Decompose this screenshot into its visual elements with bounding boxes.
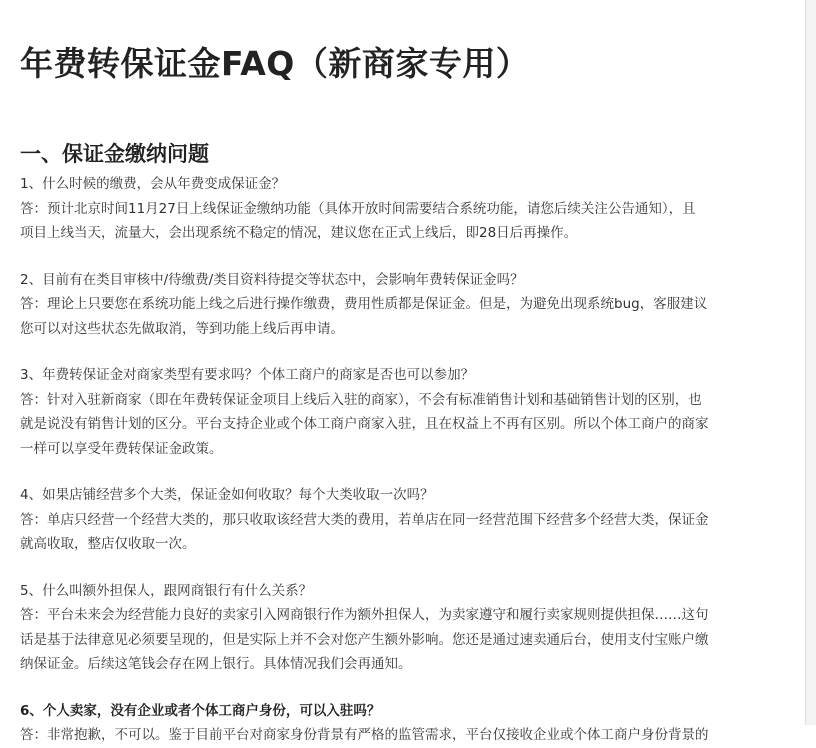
faq-answer-line: 项目上线当天，流量大，会出现系统不稳定的情况，建议您在正式上线后，即28日后再操作。 <box>20 225 578 241</box>
faq-list <box>20 172 776 748</box>
faq-answer-line: 就是说没有销售计划的区分。平台支持企业或个体工商户商家入驻，且在权益上不再有区别。所以个体工商户的商家 <box>20 416 709 432</box>
faq-question: 4、如果店铺经营多个大类，保证金如何收取？每个大类收取一次吗？ <box>20 487 434 503</box>
faq-answer-line: 一样可以享受年费转保证金政策。 <box>20 440 223 457</box>
faq-answer-line: 答：理论上只要您在系统功能上线之后进行操作缴费，费用性质都是保证金。但是，为避免出现系统bug，客服建议 <box>20 296 708 312</box>
faq-question: 3、年费转保证金对商家类型有要求吗？个体工商户的商家是否也可以参加？ <box>20 367 475 383</box>
faq-answer <box>20 603 776 677</box>
faq-question: 6、个人卖家，没有企业或者个体工商户身份，可以入驻吗？ <box>20 702 381 719</box>
faq-answer-line: 就高收取，整店仅收取一次。 <box>20 536 196 552</box>
faq-answer <box>20 197 776 246</box>
faq-item <box>20 699 776 748</box>
section-heading-payment: 一、保证金缴纳问题 <box>20 142 209 166</box>
scrollbar-track[interactable] <box>805 0 816 725</box>
faq-answer <box>20 292 776 341</box>
faq-answer-line: 答：平台未来会为经营能力良好的卖家引入网商银行作为额外担保人，为卖家遵守和履行卖家规则提供担保……这句 <box>20 607 709 623</box>
faq-question: 2、目前有在类目审核中/待缴费/类目资料待提交等状态中，会影响年费转保证金吗？ <box>20 271 524 288</box>
faq-question: 1、什么时候的缴费，会从年费变成保证金？ <box>20 176 286 192</box>
faq-answer <box>20 508 776 557</box>
faq-item <box>20 483 776 557</box>
faq-answer-line: 答：单店只经营一个经营大类的，那只收取该经营大类的费用，若单店在同一经营范围下经营多个经营大类，保证金 <box>20 511 709 528</box>
faq-item <box>20 172 776 246</box>
page-title: 年费转保证金FAQ（新商家专用） <box>20 44 530 83</box>
faq-answer-line: 答：预计北京时间11月27日上线保证金缴纳功能（具体开放时间需要结合系统功能，请您后续关注公告通知），且 <box>20 200 696 217</box>
faq-answer-line: 话是基于法律意见必须要呈现的，但是实际上并不会对您产生额外影响。您还是通过速卖通后台，使用支付宝账户缴 <box>20 631 709 648</box>
faq-answer-line: 答：非常抱歉，不可以。鉴于目前平台对商家身份背景有严格的监管需求，平台仅接收企业或个体工商户身份背景的 <box>20 727 709 743</box>
faq-item <box>20 579 776 677</box>
faq-answer-line: 答：针对入驻新商家（即在年费转保证金项目上线后入驻的商家），不会有标准销售计划和基础销售计划的区别，也 <box>20 391 702 408</box>
faq-answer <box>20 723 776 748</box>
faq-item <box>20 363 776 461</box>
faq-answer-line: 您可以对这些状态先做取消，等到功能上线后再申请。 <box>20 320 344 337</box>
faq-answer <box>20 388 776 462</box>
faq-question: 5、什么叫额外担保人，跟网商银行有什么关系？ <box>20 582 313 599</box>
faq-item <box>20 268 776 342</box>
faq-answer-line: 纳保证金。后续这笔钱会存在网上银行。具体情况我们会再通知。 <box>20 656 412 672</box>
